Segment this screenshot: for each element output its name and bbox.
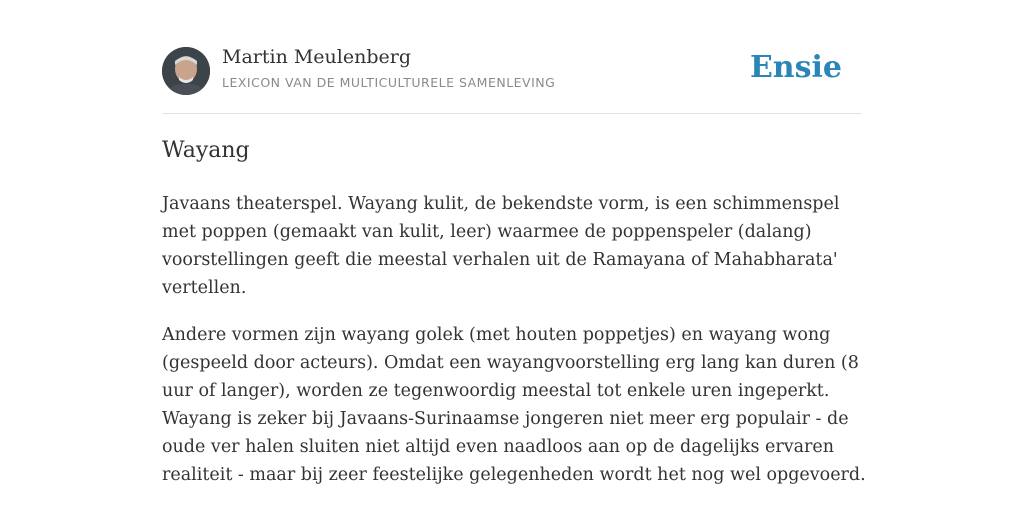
article-paragraph: Javaans theaterspel. Wayang kulit, de bekendste vorm, is een schimmenspel met poppen (gemaakt van kulit, leer) waarmee de poppenspeler (dalang) voorstellingen geeft die meestal verhalen uit de Ramayana of Mahabharata' vertellen. xyxy=(162,194,840,298)
author-name[interactable]: Martin Meulenberg xyxy=(222,46,411,68)
article-title: Wayang xyxy=(162,138,250,163)
article-paragraph: Andere vormen zijn wayang golek (met houten poppetjes) en wayang wong (gespeeld door acteurs). Omdat een wayangvoorstelling erg lang kan duren (8 uur of langer), worden ze tegenwoordig meestal tot enkele uren ingeperkt. Wayang is zeker bij Javaans-Surinaamse jongeren niet meer erg populair - de oude ver halen sluiten niet altijd even naadloos aan op de dagelijks ervaren realiteit - maar bij zeer feestelijke gelegenheden wordt het nog wel opgevoerd. xyxy=(162,325,866,485)
ensie-logo[interactable]: Ensie xyxy=(749,50,842,85)
author-avatar[interactable] xyxy=(162,47,210,95)
header-divider xyxy=(162,113,862,114)
article-header xyxy=(162,46,862,96)
article-body xyxy=(162,190,868,508)
avatar-portrait-image xyxy=(162,47,210,95)
publication-name[interactable]: LEXICON VAN DE MULTICULTURELE SAMENLEVING xyxy=(222,75,556,90)
